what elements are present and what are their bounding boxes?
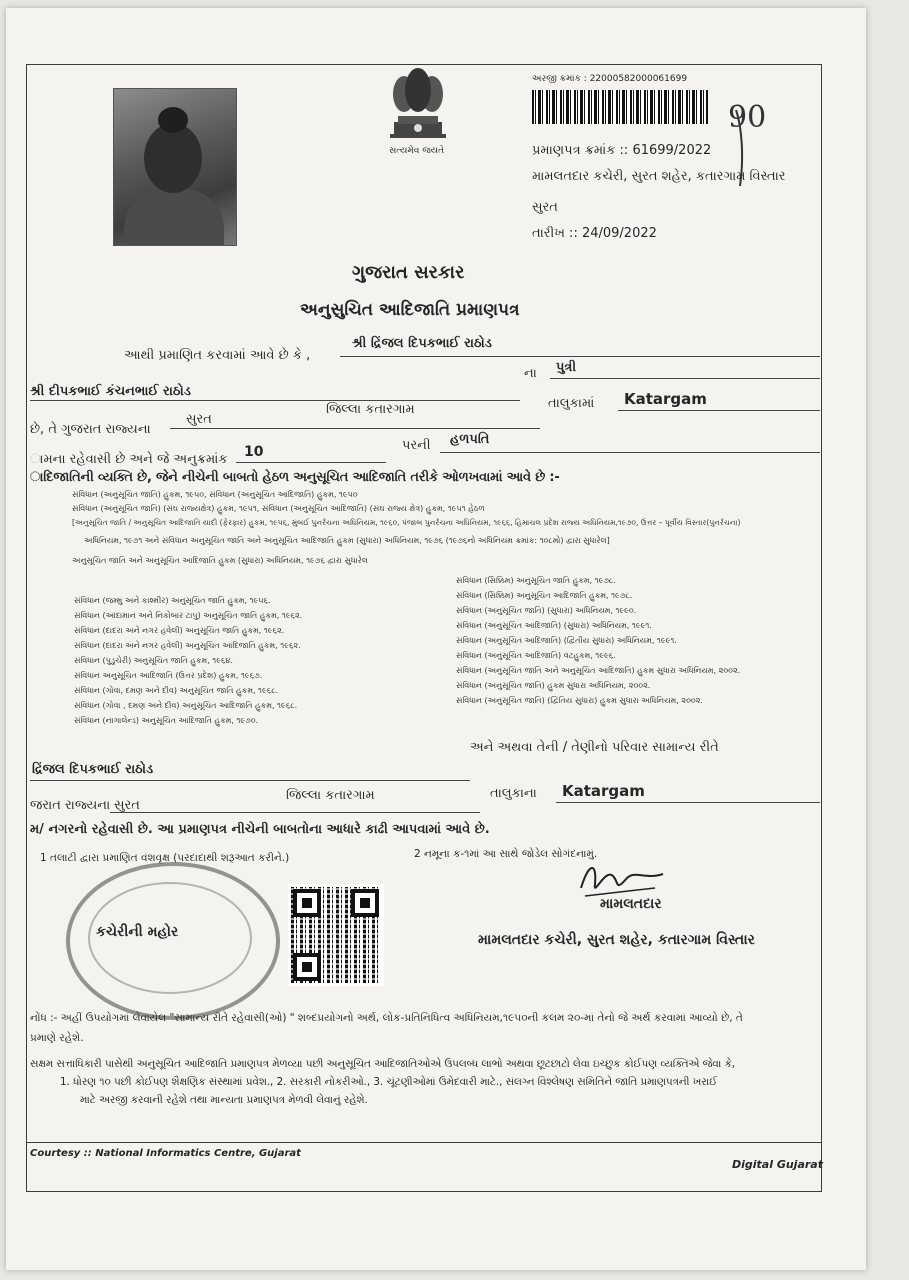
relation-underline (550, 378, 820, 379)
relation: પુત્રી (556, 360, 577, 375)
order-right: સંવિધાન (અનુસૂચિત આદિજાતિ) (દ્વિતીય સુધારા) અધિનિયમ, ૧૯૯૧. (456, 636, 677, 645)
barcode (532, 90, 708, 124)
basis-item-1: 1 તલાટી દ્વારા પ્રમાણિત વંશવૃક્ષ (પરદાદાથી શરૂઆત કરીને.) (40, 852, 290, 864)
order-line: સંવિધાન (અનુસૂચિત જાતિ) હુકમ, ૧૯૫૦, સંવિધાન (અનુસૂચિત આદિજાતિ) હુકમ, ૧૯૫૦ (72, 490, 358, 499)
government-title: ગુજરાત સરકાર (352, 262, 465, 283)
order-line: [અનુસૂચિત જાતિ / અનુસૂચિત આદિજાતિ યાદી (ફેરફાર) હુકમ, ૧૯૫૬, મુંબઈ પુનર્રચના અધિનિયમ, ૧૯૬૦, પંજાબ પુનર્રચના અધિનિયમ, ૧૯૬૬, હિમાચલ પ્રદેશ રાજ્ય અધિનિયમ,૧૯૭૦, ઉત્તર – પૂર્વીય વિસ્તાર(પુનર્રચના) (72, 518, 741, 527)
order-left: સંવિધાન (આંદામાન અને નિકોબાર ટાપુ) અનુસૂચિત જાતિ હુકમ, ૧૯૬૨. (74, 611, 303, 620)
order-left: સંવિધાન (નાગાલેન્ડ) અનુસૂચિત આદિજાતિ હુકમ, ૧૯૭૦. (74, 716, 259, 725)
certify-prefix: આથી પ્રમાણિત કરવામાં આવે છે કે , (124, 348, 311, 363)
applicant-name: શ્રી દ્રિંજલ દિપકભાઈ રાઠોડ (352, 336, 492, 351)
order-left: સંવિધાન (જમ્મુ અને કાશ્મીર) અનુસૂચિત જાતિ હુકમ, ૧૯૫૬. (74, 596, 271, 605)
handwritten-number: 90 (728, 100, 767, 135)
district2-underline (110, 812, 480, 813)
caste-underline (440, 452, 820, 453)
order-line: અનુસૂચિત જાતિ અને અનુસૂચિત આદિજાતિ હુકમ (સુધારા) અધિનિયમ, ૧૯૭૬ દ્વારા સુધારેલ (72, 556, 368, 565)
footer-rule (26, 1142, 822, 1143)
courtesy-text: Courtesy :: National Informatics Centre, Gujarat (30, 1148, 301, 1159)
order-left: સંવિધાન (ગોવા, દમણ અને દીવ) અનુસૂચિત જાતિ હુકમ, ૧૯૬૮. (74, 686, 279, 695)
order-right: સંવિધાન (સિક્કિમ) અનુસૂચિત જાતિ હુકમ, ૧૯૭૮. (456, 576, 616, 585)
document-title: અનુસુચિત આદિજાતિ પ્રમાણપત્ર (300, 300, 520, 320)
order-right: સંવિધાન (અનુસૂચિત જાતિ અને અનુસૂચિત આદિજાતિ) હુકમ સુધારા અધિનિયમ, ૨૦૦૨. (456, 666, 741, 675)
father-name: શ્રી દીપકભાઈ કંચનભાઈ રાઠોડ (30, 384, 191, 399)
advice-line: સક્ષમ સત્તાધિકારી પાસેથી અનુસૂચિત આદિજાતિ પ્રમાણપત્ર મેળવ્યા પછી અનુસૂચિત આદિજાતિઓએ ઉપલબ્ધ લાભો અથવા છૂટછાટો લેવા ઇચ્છુક કોઈપણ વ્યક્તિએ જેવા કે, (30, 1058, 736, 1070)
certificate-number: પ્રમાણપત્ર ક્રમાંક :: 61699/2022 (532, 143, 712, 158)
basis-item-2: 2 નમૂના ક-૧માં આ સાથે જોડેલ સોગંદનામું. (414, 848, 598, 860)
note-line-1: નોંધ :- અહીં ઉપયોગમાં લેવાયેલ "સામાન્ય રીતે રહેવાસી(ઓ) " શબ્દપ્રયોગનો અર્થ, લોક-પ્રતિનિધિત્વ અધિનિયમ,૧૯૫૦ની કલમ ૨૦-માં તેનો જે અર્થ કરવામાં આવ્યો છે, તે (30, 1012, 743, 1024)
application-number: અરજી ક્રમાંક : 22000582000061699 (532, 74, 688, 84)
state-prefix: છે, તે ગુજરાત રાજ્યના (30, 422, 151, 437)
order-left: સંવિધાન (દાદરા અને નગર હવેલી) અનુસૂચિત આદિજાતિ હુકમ, ૧૯૬૨. (74, 641, 301, 650)
caste-name: હળપતિ (450, 432, 490, 447)
district-label: જિલ્લા કતારગામ (326, 402, 415, 417)
district2-value: સુરત (114, 798, 140, 813)
taluka-value: Katargam (624, 390, 707, 408)
office-line1: મામલતદાર કચેરી, સુરત શહેર, કતારગામ વિસ્તાર (532, 169, 786, 184)
order-line: સંવિધાન (અનુસૂચિત જાતિ) (સંઘ રાજ્યક્ષેત્ર) હુકમ, ૧૯૫૧, સંવિધાન (અનુસૂચિત આદિજાતિ) (સંઘ રાજ્ય ક્ષેત્ર) હુકમ, ૧૯૫૧ હેઠળ (72, 504, 485, 513)
order-right: સંવિધાન (અનુસૂચિત જાતિ) (દ્વિતિય સુધારા) હુકમ સુધારા અધિનિયમ, ૨૦૦૨. (456, 696, 703, 705)
name-underline (340, 356, 820, 357)
person-name: દ્રિંજલ દિપકભાઈ રાઠોડ (32, 762, 154, 777)
state2-prefix: જરાત રાજ્યના (30, 798, 111, 813)
order-right: સંવિધાન (અનુસૂચિત જાતિ) હુકમ સુધારા અધિનિયમ, ૨૦૦૨. (456, 681, 651, 690)
taluka2-label: તાલુકાના (490, 786, 537, 801)
order-right: સંવિધાન (અનુસૂચિત જાતિ) (સુધારા) અધિનિયમ, ૧૯૯૦. (456, 606, 637, 615)
order-left: સંવિધાન (દાદરા અને નગર હવેલી) અનુસૂચિત જાતિ હુકમ, ૧૯૬૨. (74, 626, 285, 635)
father-underline (30, 400, 520, 401)
seal-label: કચેરીની મહોર (96, 924, 179, 940)
taluka2-value: Katargam (562, 782, 645, 800)
order-right: સંવિધાન (સિક્કિમ) અનુસૂચિત આદિજાતિ હુકમ, ૧૯૭૮. (456, 591, 633, 600)
office-line2: સુરત (532, 200, 558, 215)
qr-code (288, 884, 384, 986)
district-value: સુરત (186, 412, 212, 427)
national-emblem-icon (380, 60, 456, 160)
pari-label: પરની (402, 438, 431, 453)
signatory-office: મામલતદાર કચેરી, સુરત શહેર, કતારગામ વિસ્તાર (478, 932, 755, 948)
issue-date: તારીખ :: 24/09/2022 (532, 226, 657, 241)
note-line-2: પ્રમાણે રહેશે. (30, 1032, 84, 1044)
order-line: અધિનિયમ, ૧૯૭૧ અને સંવિધાન અનુસૂચિત જાતિ અને અનુસૂચિત આદિજાતિ હુકમ (સુધારા) અધિનિયમ, ૧૯૭૬ (૧૯૭૬નો અધિનિયમ ક્રમાંક: ૧૦૮મો) દ્વારા સુધારેલ] (84, 536, 610, 545)
district2-label: જિલ્લા કતારગામ (286, 788, 375, 803)
order-right: સંવિધાન (અનુસૂચિત આદિજાતિ) (સુધારા) અધિનિયમ, ૧૯૯૧. (456, 621, 652, 630)
digital-gujarat-brand: Digital Gujarat (732, 1158, 823, 1171)
order-left: સંવિધાન (ગોવા , દમણ અને દીવ) અનુસૂચિત આદિજાતિ હુકમ, ૧૯૬૮. (74, 701, 298, 710)
na-label: ના (524, 366, 537, 381)
order-left: સંવિધાન અનુસૂચિત આદિજાતિ (ઉત્તર પ્રદેશ) હુકમ, ૧૯૬૭. (74, 671, 263, 680)
serial-underline (236, 462, 386, 463)
issued-statement: મ/ નગરનો રહેવાસી છે. આ પ્રમાણપત્ર નીચેની બાબતોના આધારે કાઢી આપવામાં આવે છે. (30, 822, 490, 837)
applicant-photo (113, 88, 237, 246)
uses-line-2: માટે અરજી કરવાની રહેશે તથા માન્યતા પ્રમાણપત્ર મેળવી લેવાનું રહેશે. (80, 1094, 368, 1106)
order-right: સંવિધાન (અનુસૂચિત આદિજાતિ) વટહુકમ, ૧૯૯૬. (456, 651, 616, 660)
person-underline (30, 780, 470, 781)
taluka-underline (618, 410, 820, 411)
family-statement: અને અથવા તેની / તેણીનો પરિવાર સામાન્ય રીતે (470, 740, 719, 755)
taluka2-underline (556, 802, 820, 803)
tribe-statement: ાદિજાતિની વ્યક્તિ છે, જેને નીચેની બાબતો હેઠળ અનુસૂચિત આદિજાતિ તરીકે ઓળખવામાં આવે છે :- (30, 470, 560, 485)
order-left: સંવિધાન (પુડુચેરી) અનુસૂચિત જાતિ હુકમ, ૧૯૬૪. (74, 656, 233, 665)
signatory-title: મામલતદાર (600, 896, 662, 912)
emblem-motto: સત્યમેવ જયતે (389, 146, 445, 156)
uses-line-1: 1. ધોરણ ૧૦ પછી કોઈપણ શૈક્ષણિક સંસ્થામાં પ્રવેશ., 2. સરકારી નોકરીઓ., 3. ચૂંટણીઓમાં ઉમેદવારી માટે., સંલગ્ન વિશ્લેષણ સમિતિને જાતિ પ્રમાણપત્રની ખરાઈ (60, 1076, 718, 1088)
district-underline (170, 428, 540, 429)
serial-number: 10 (244, 444, 264, 460)
taluka-label: તાલુકામાં (548, 396, 595, 411)
resident-prefix: ામના રહેવાસી છે અને જે અનુક્રમાંક (30, 452, 228, 467)
